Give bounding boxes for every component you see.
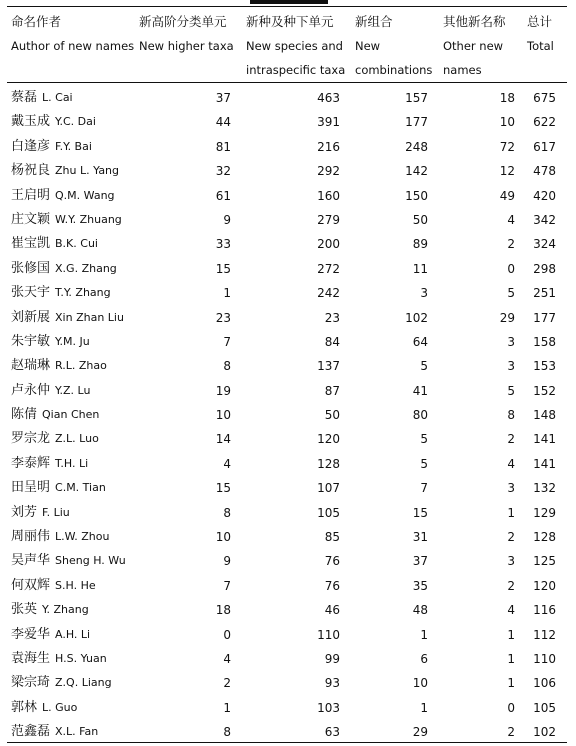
cell-author xyxy=(11,306,124,330)
cell-higher-taxa: 37 xyxy=(215,91,231,105)
table-row xyxy=(0,354,576,378)
author-name-en: Y. Zhang xyxy=(42,603,89,617)
table-row xyxy=(0,159,576,183)
header-higher-taxa-en: New higher taxa xyxy=(139,39,234,53)
cell-combinations: 15 xyxy=(412,505,428,520)
cell-species: 128 xyxy=(317,456,340,471)
author-name-zh: 陈倩 xyxy=(11,407,38,423)
cell-combinations: 102 xyxy=(405,310,428,325)
cell-other: 0 xyxy=(507,700,515,715)
table-row xyxy=(0,696,576,720)
cell-higher-taxa: 61 xyxy=(215,188,231,203)
table-row xyxy=(0,135,576,159)
cell-higher-taxa: 0 xyxy=(223,627,231,642)
author-name-en: F. Liu xyxy=(42,505,70,519)
author-name-en: H.S. Yuan xyxy=(55,651,107,665)
cell-species: 216 xyxy=(317,139,340,154)
header-combinations-en1: New xyxy=(355,39,381,53)
cell-total: 105 xyxy=(533,700,556,715)
table-row xyxy=(0,403,576,427)
header-other-en1: Other new xyxy=(443,39,504,53)
author-name-zh: 庄文颖 xyxy=(11,211,51,227)
author-name-en: S.H. He xyxy=(55,578,96,592)
cell-total: 675 xyxy=(533,91,556,105)
cell-species: 23 xyxy=(324,310,340,325)
author-name-zh: 蔡磊 xyxy=(11,90,38,105)
author-name-zh: 白逢彦 xyxy=(11,138,51,154)
author-name-en: Z.Q. Liang xyxy=(55,676,112,690)
cell-total: 158 xyxy=(533,334,556,349)
cell-other: 72 xyxy=(499,139,515,154)
cell-higher-taxa: 14 xyxy=(215,432,231,447)
header-other-en2: names xyxy=(443,63,482,77)
cell-author xyxy=(11,452,88,476)
cell-author xyxy=(11,159,119,183)
author-name-zh: 吴声华 xyxy=(11,553,51,569)
cell-author xyxy=(11,403,99,427)
cell-higher-taxa: 1 xyxy=(223,286,231,301)
cell-author xyxy=(11,257,117,281)
header-author xyxy=(11,10,139,58)
cell-combinations: 177 xyxy=(405,115,428,130)
cell-higher-taxa: 19 xyxy=(215,383,231,398)
cell-other: 3 xyxy=(507,554,515,569)
cell-author xyxy=(11,330,90,354)
cell-higher-taxa: 10 xyxy=(215,530,231,545)
cell-total: 141 xyxy=(533,456,556,471)
table-header-rule xyxy=(7,82,567,83)
cell-author xyxy=(11,696,77,720)
cell-higher-taxa: 1 xyxy=(223,700,231,715)
cell-total: 251 xyxy=(533,286,556,301)
cell-author xyxy=(11,598,89,622)
author-name-en: T.Y. Zhang xyxy=(55,286,111,300)
header-species-en2: intraspecific taxa xyxy=(246,63,346,77)
table-row xyxy=(0,671,576,695)
table-row xyxy=(0,647,576,671)
cell-species: 76 xyxy=(324,554,340,569)
cell-species: 292 xyxy=(317,164,340,179)
header-total-zh: 总计 xyxy=(527,14,553,29)
cell-species: 99 xyxy=(324,651,340,666)
author-name-en: Y.Z. Lu xyxy=(55,383,91,397)
header-higher-taxa xyxy=(139,10,239,58)
cell-combinations: 7 xyxy=(420,481,428,496)
author-name-en: Zhu L. Yang xyxy=(55,164,120,178)
table-row xyxy=(0,306,576,330)
cell-other: 12 xyxy=(499,164,515,179)
cell-higher-taxa: 9 xyxy=(223,554,231,569)
header-combinations xyxy=(355,10,443,82)
author-name-zh: 朱宇敏 xyxy=(11,333,51,349)
cell-author xyxy=(11,281,111,305)
table-row xyxy=(0,427,576,451)
author-name-en: Xin Zhan Liu xyxy=(55,310,124,324)
cell-other: 4 xyxy=(507,456,515,471)
cell-higher-taxa: 44 xyxy=(215,115,231,130)
cell-species: 463 xyxy=(317,91,340,105)
cell-combinations: 64 xyxy=(412,334,428,349)
cell-total: 120 xyxy=(533,578,556,593)
cell-total: 110 xyxy=(533,651,556,666)
header-species xyxy=(246,10,351,82)
cell-total: 112 xyxy=(533,627,556,642)
author-name-en: W.Y. Zhuang xyxy=(55,212,122,226)
cell-author xyxy=(11,574,96,598)
cell-higher-taxa: 81 xyxy=(215,139,231,154)
cell-total: 141 xyxy=(533,432,556,447)
table-row xyxy=(0,574,576,598)
header-higher-taxa-zh: 新高阶分类单元 xyxy=(139,14,227,29)
cell-total: 342 xyxy=(533,212,556,227)
header-author-zh: 命名作者 xyxy=(11,14,62,29)
cell-combinations: 11 xyxy=(412,261,428,276)
author-name-zh: 杨祝良 xyxy=(11,163,51,179)
author-name-en: A.H. Li xyxy=(55,627,91,641)
header-total-en: Total xyxy=(527,39,554,53)
cell-other: 5 xyxy=(507,383,515,398)
author-name-en: L. Cai xyxy=(42,91,73,104)
table-row xyxy=(0,476,576,500)
author-name-zh: 张英 xyxy=(11,602,38,618)
cell-other: 2 xyxy=(507,578,515,593)
cell-total: 148 xyxy=(533,408,556,423)
cell-combinations: 248 xyxy=(405,139,428,154)
cell-combinations: 3 xyxy=(420,286,428,301)
cell-higher-taxa: 4 xyxy=(223,651,231,666)
table-body xyxy=(0,86,576,745)
author-name-zh: 张修国 xyxy=(11,260,51,276)
cell-combinations: 89 xyxy=(412,237,428,252)
cell-higher-taxa: 18 xyxy=(215,603,231,618)
author-name-en: X.G. Zhang xyxy=(55,261,117,275)
table-row xyxy=(0,232,576,256)
cell-other: 5 xyxy=(507,286,515,301)
cell-combinations: 1 xyxy=(420,700,428,715)
cell-combinations: 5 xyxy=(420,432,428,447)
author-name-en: X.L. Fan xyxy=(55,725,99,739)
cell-author xyxy=(11,379,90,403)
author-name-zh: 刘芳 xyxy=(11,504,38,520)
cell-higher-taxa: 15 xyxy=(215,481,231,496)
cell-species: 120 xyxy=(317,432,340,447)
author-name-zh: 罗宗龙 xyxy=(11,431,51,447)
cell-other: 1 xyxy=(507,505,515,520)
cell-other: 29 xyxy=(499,310,515,325)
cell-other: 3 xyxy=(507,359,515,374)
cell-author xyxy=(11,427,99,451)
cell-author xyxy=(11,549,126,573)
cell-combinations: 1 xyxy=(420,627,428,642)
cell-species: 105 xyxy=(317,505,340,520)
cell-combinations: 80 xyxy=(412,408,428,423)
author-name-en: Sheng H. Wu xyxy=(55,554,126,568)
cell-species: 279 xyxy=(317,212,340,227)
cell-author xyxy=(11,720,98,744)
author-name-en: Qian Chen xyxy=(42,408,100,422)
cell-author xyxy=(11,501,70,525)
cell-species: 137 xyxy=(317,359,340,374)
cell-species: 63 xyxy=(324,725,340,740)
cell-other: 2 xyxy=(507,725,515,740)
cell-total: 617 xyxy=(533,139,556,154)
cell-higher-taxa: 4 xyxy=(223,456,231,471)
cell-other: 8 xyxy=(507,408,515,423)
table-row xyxy=(0,501,576,525)
header-other xyxy=(443,10,525,82)
cell-author xyxy=(11,232,98,256)
author-name-en: Q.M. Wang xyxy=(55,188,115,202)
cell-combinations: 5 xyxy=(420,456,428,471)
table-row xyxy=(0,330,576,354)
author-name-zh: 王启明 xyxy=(11,187,51,203)
table-row xyxy=(0,720,576,744)
cell-total: 324 xyxy=(533,237,556,252)
header-species-zh: 新种及种下单元 xyxy=(246,14,334,29)
cell-higher-taxa: 15 xyxy=(215,261,231,276)
author-name-en: L. Guo xyxy=(42,700,78,714)
author-name-zh: 刘新展 xyxy=(11,309,51,325)
cell-author xyxy=(11,525,109,549)
cell-higher-taxa: 8 xyxy=(223,725,231,740)
author-name-zh: 张天宇 xyxy=(11,285,51,301)
cell-higher-taxa: 33 xyxy=(215,237,231,252)
cell-other: 2 xyxy=(507,237,515,252)
cell-species: 160 xyxy=(317,188,340,203)
cell-species: 107 xyxy=(317,481,340,496)
cell-species: 87 xyxy=(324,383,340,398)
header-total xyxy=(527,10,569,58)
table-row xyxy=(0,208,576,232)
cell-other: 10 xyxy=(499,115,515,130)
cell-author xyxy=(11,110,96,134)
header-combinations-zh: 新组合 xyxy=(355,14,393,29)
table-row xyxy=(0,110,576,134)
cell-author xyxy=(11,208,122,232)
cell-species: 50 xyxy=(324,408,340,423)
table-bottom-rule xyxy=(7,742,567,743)
table-row xyxy=(0,281,576,305)
cell-total: 128 xyxy=(533,530,556,545)
author-name-en: F.Y. Bai xyxy=(55,139,92,153)
table-row xyxy=(0,86,576,110)
cell-other: 1 xyxy=(507,676,515,691)
author-name-zh: 范鑫磊 xyxy=(11,724,51,740)
cell-higher-taxa: 32 xyxy=(215,164,231,179)
cell-species: 391 xyxy=(317,115,340,130)
author-name-zh: 何双辉 xyxy=(11,577,51,593)
cell-species: 85 xyxy=(324,530,340,545)
cell-total: 152 xyxy=(533,383,556,398)
author-name-zh: 崔宝凯 xyxy=(11,236,51,252)
cell-author xyxy=(11,135,92,159)
cell-higher-taxa: 2 xyxy=(223,676,231,691)
author-name-en: Y.M. Ju xyxy=(55,334,90,348)
header-species-en1: New species and xyxy=(246,39,343,53)
cell-author xyxy=(11,354,107,378)
author-name-zh: 田呈明 xyxy=(11,480,51,496)
cell-combinations: 31 xyxy=(412,530,428,545)
cell-species: 272 xyxy=(317,261,340,276)
cell-other: 1 xyxy=(507,627,515,642)
cropped-heading-fragment xyxy=(250,0,328,4)
header-combinations-en2: combinations xyxy=(355,63,433,77)
table-row xyxy=(0,598,576,622)
cell-species: 76 xyxy=(324,578,340,593)
cell-other: 4 xyxy=(507,212,515,227)
table-top-rule xyxy=(7,6,567,7)
author-name-en: T.H. Li xyxy=(55,456,89,470)
cell-total: 420 xyxy=(533,188,556,203)
cell-combinations: 150 xyxy=(405,188,428,203)
cell-total: 622 xyxy=(533,115,556,130)
author-name-en: C.M. Tian xyxy=(55,481,106,495)
cell-species: 110 xyxy=(317,627,340,642)
cell-total: 177 xyxy=(533,310,556,325)
author-name-zh: 李爱华 xyxy=(11,626,51,642)
cell-other: 4 xyxy=(507,603,515,618)
cell-species: 93 xyxy=(324,676,340,691)
cell-combinations: 50 xyxy=(412,212,428,227)
cell-combinations: 29 xyxy=(412,725,428,740)
cell-species: 200 xyxy=(317,237,340,252)
cell-combinations: 41 xyxy=(412,383,428,398)
cell-higher-taxa: 23 xyxy=(215,310,231,325)
cell-species: 84 xyxy=(324,334,340,349)
cell-total: 116 xyxy=(533,603,556,618)
cell-higher-taxa: 7 xyxy=(223,578,231,593)
cell-total: 298 xyxy=(533,261,556,276)
cell-species: 242 xyxy=(317,286,340,301)
table-row xyxy=(0,184,576,208)
author-name-zh: 郭林 xyxy=(11,699,38,715)
cell-other: 49 xyxy=(499,188,515,203)
author-name-en: Z.L. Luo xyxy=(55,432,99,446)
cell-other: 3 xyxy=(507,481,515,496)
cell-combinations: 37 xyxy=(412,554,428,569)
cell-other: 2 xyxy=(507,530,515,545)
author-name-zh: 戴玉成 xyxy=(11,114,51,130)
cell-other: 3 xyxy=(507,334,515,349)
table-row xyxy=(0,623,576,647)
cell-other: 1 xyxy=(507,651,515,666)
author-name-zh: 卢永仲 xyxy=(11,382,51,398)
table-row xyxy=(0,525,576,549)
table-row xyxy=(0,549,576,573)
cell-species: 46 xyxy=(324,603,340,618)
author-name-en: L.W. Zhou xyxy=(55,530,110,544)
cell-combinations: 5 xyxy=(420,359,428,374)
cell-author xyxy=(11,184,115,208)
cell-combinations: 6 xyxy=(420,651,428,666)
cell-combinations: 48 xyxy=(412,603,428,618)
author-name-zh: 袁海生 xyxy=(11,650,51,666)
cell-total: 132 xyxy=(533,481,556,496)
cell-other: 2 xyxy=(507,432,515,447)
author-name-zh: 赵瑞琳 xyxy=(11,358,51,374)
author-name-zh: 李泰辉 xyxy=(11,455,51,471)
cell-total: 478 xyxy=(533,164,556,179)
author-name-en: Y.C. Dai xyxy=(55,115,96,129)
cell-author xyxy=(11,86,73,110)
author-name-en: R.L. Zhao xyxy=(55,359,107,373)
cell-higher-taxa: 10 xyxy=(215,408,231,423)
cell-total: 102 xyxy=(533,725,556,740)
cell-higher-taxa: 9 xyxy=(223,212,231,227)
table-row xyxy=(0,379,576,403)
cell-total: 129 xyxy=(533,505,556,520)
cell-author xyxy=(11,476,106,500)
cell-author xyxy=(11,647,107,671)
cell-species: 103 xyxy=(317,700,340,715)
cell-total: 125 xyxy=(533,554,556,569)
cell-higher-taxa: 8 xyxy=(223,359,231,374)
cell-author xyxy=(11,623,90,647)
cell-total: 106 xyxy=(533,676,556,691)
cell-combinations: 142 xyxy=(405,164,428,179)
header-author-en: Author of new names xyxy=(11,39,135,53)
cell-author xyxy=(11,671,112,695)
cell-higher-taxa: 8 xyxy=(223,505,231,520)
cell-combinations: 35 xyxy=(412,578,428,593)
cell-combinations: 10 xyxy=(412,676,428,691)
header-other-zh: 其他新名称 xyxy=(443,14,506,29)
cell-combinations: 157 xyxy=(405,91,428,105)
cell-other: 0 xyxy=(507,261,515,276)
cell-other: 18 xyxy=(499,91,515,105)
table-row xyxy=(0,452,576,476)
cell-total: 153 xyxy=(533,359,556,374)
table-row xyxy=(0,257,576,281)
author-name-zh: 周丽伟 xyxy=(11,529,51,545)
author-name-en: B.K. Cui xyxy=(55,237,98,251)
author-name-zh: 梁宗琦 xyxy=(11,675,51,691)
cell-higher-taxa: 7 xyxy=(223,334,231,349)
